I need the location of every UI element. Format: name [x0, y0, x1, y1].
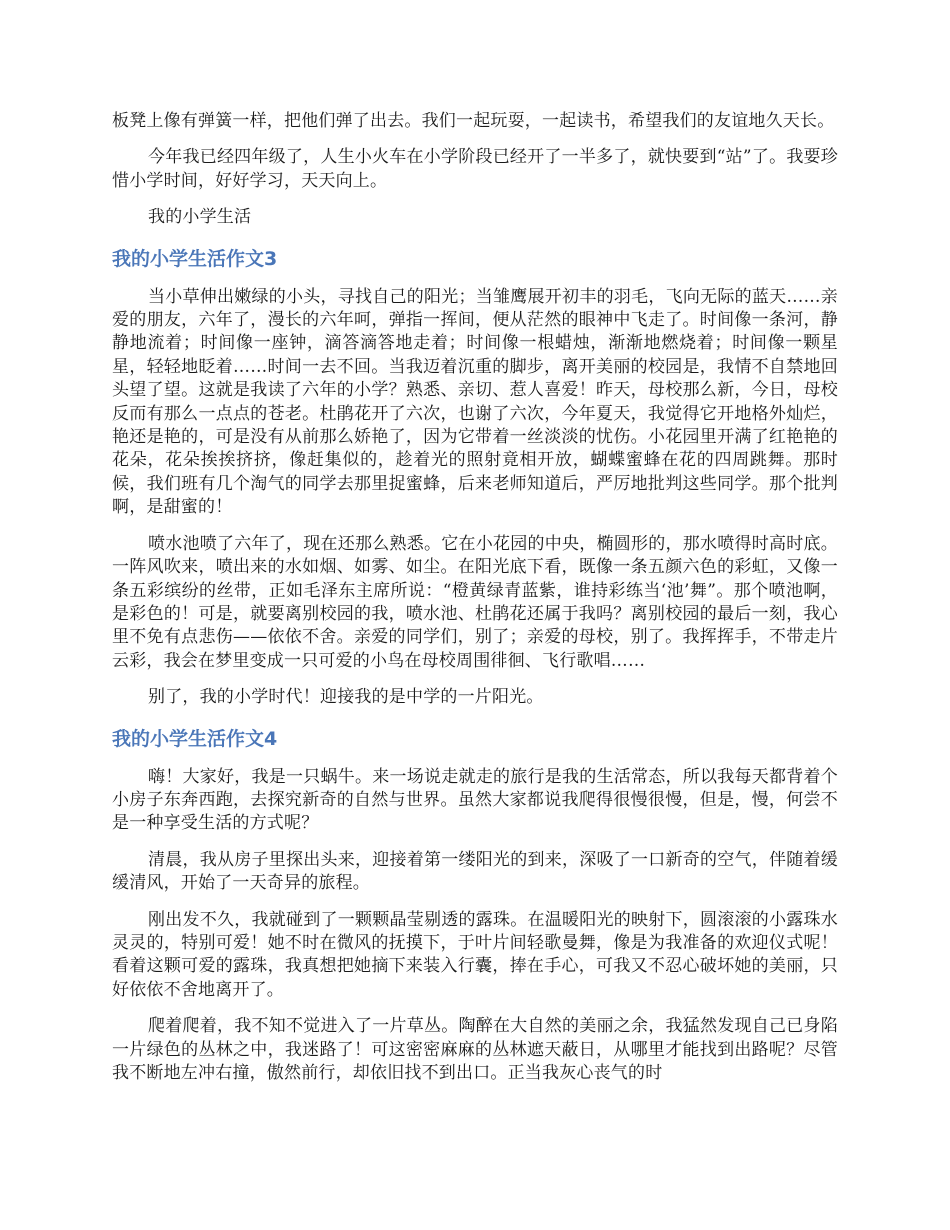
- essay-3-paragraph-2: 喷水池喷了六年了，现在还那么熟悉。它在小花园的中央，椭圆形的，那水喷得时高时底。一阵风吹来，喷出来的水如烟、如雾、如尘。在阳光底下看，既像一条五颜六色的彩虹，又像一条五彩缤纷的丝带，正如毛泽东主席所说：“橙黄绿青蓝紫，谁持彩练当‘池’舞”。那个喷池啊，是彩色的！可是，就要离别校园的我，喷水池、杜鹃花还属于我吗？离别校园的最后一刻，我心里不免有点悲伤——依依不舍。亲爱的同学们，别了；亲爱的母校，别了。我挥挥手，不带走片云彩，我会在梦里变成一只可爱的小鸟在母校周围徘徊、飞行歌唱……: [112, 533, 838, 671]
- essay-3-paragraph-3: 别了，我的小学时代！迎接我的是中学的一片阳光。: [148, 687, 544, 708]
- paragraph-continuation: 板凳上像有弹簧一样，把他们弹了出去。我们一起玩耍，一起读书，希望我们的友谊地久天长。: [112, 111, 835, 131]
- essay-4-paragraph-1: 嗨！大家好，我是一只蜗牛。来一场说走就走的旅行是我的生活常态，所以我每天都背着个小房子东奔西跑，去探究新奇的自然与世界。虽然大家都说我爬得很慢很慢，但是，慢，何尝不是一种享受生活的方式呢？: [112, 766, 838, 834]
- document-page: [112, 110, 838, 1098]
- essay-4-paragraph-2: 清晨，我从房子里探出头来，迎接着第一缕阳光的到来，深吸了一口新奇的空气，伴随着缓缓清风，开始了一天奇异的旅程。: [112, 849, 838, 894]
- essay-3-paragraph-1: 当小草伸出嫩绿的小头，寻找自己的阳光；当雏鹰展开初丰的羽毛，飞向无际的蓝天……亲爱的朋友，六年了，漫长的六年呵，弹指一挥间，便从茫然的眼神中飞走了。时间像一条河，静静地流着；时间像一座钟，滴答滴答地走着；时间像一根蜡烛，渐渐地燃烧着；时间像一颗星星，轻轻地眨着……时间一去不回。当我迈着沉重的脚步，离开美丽的校园是，我情不自禁地回头望了望。这就是我读了六年的小学？熟悉、亲切、惹人喜爱！昨天，母校那么新，今日，母校反而有那么一点点的苍老。杜鹃花开了六次，也谢了六次，今年夏天，我觉得它开地格外灿烂，艳还是艳的，可是没有从前那么娇艳了，因为它带着一丝淡淡的忧伤。小花园里开满了红艳艳的花朵，花朵挨挨挤挤，像赶集似的，趁着光的照射竟相开放，蝴蝶蜜蜂在花的四周跳舞。那时候，我们班有几个淘气的同学去那里捉蜜蜂，后来老师知道后，严厉地批判这些同学。那个批判啊，是甜蜜的！: [112, 286, 838, 518]
- essay-4-paragraph-3: 刚出发不久，我就碰到了一颗颗晶莹剔透的露珠。在温暖阳光的映射下，圆滚滚的小露珠水灵灵的，特别可爱！她不时在微风的抚摸下，于叶片间轻歌曼舞，像是为我准备的欢迎仪式呢！看着这颗可爱的露珠，我真想把她摘下来装入行囊，捧在手心，可我又不忍心破坏她的美丽，只好依依不舍地离开了。: [112, 909, 838, 1000]
- essay-4-paragraph-4: 爬着爬着，我不知不觉进入了一片草丛。陶醉在大自然的美丽之余，我猛然发现自己已身陷一片绿色的丛林之中，我迷路了！可这密密麻麻的丛林遮天蔽日，从哪里才能找到出路呢？尽管我不断地左冲右撞，傲然前行，却依旧找不到出口。正当我灰心丧气的时: [112, 1016, 838, 1083]
- paragraph-fourth-grade: 今年我已经四年级了，人生小火车在小学阶段已经开了一半多了，就快要到“站”了。我要珍惜小学时间，好好学习，天天向上。: [112, 147, 838, 191]
- essay-3-heading: 我的小学生活作文3: [112, 247, 278, 270]
- paragraph-title-line: 我的小学生活: [148, 207, 252, 228]
- essay-4-heading: 我的小学生活作文4: [112, 727, 278, 750]
